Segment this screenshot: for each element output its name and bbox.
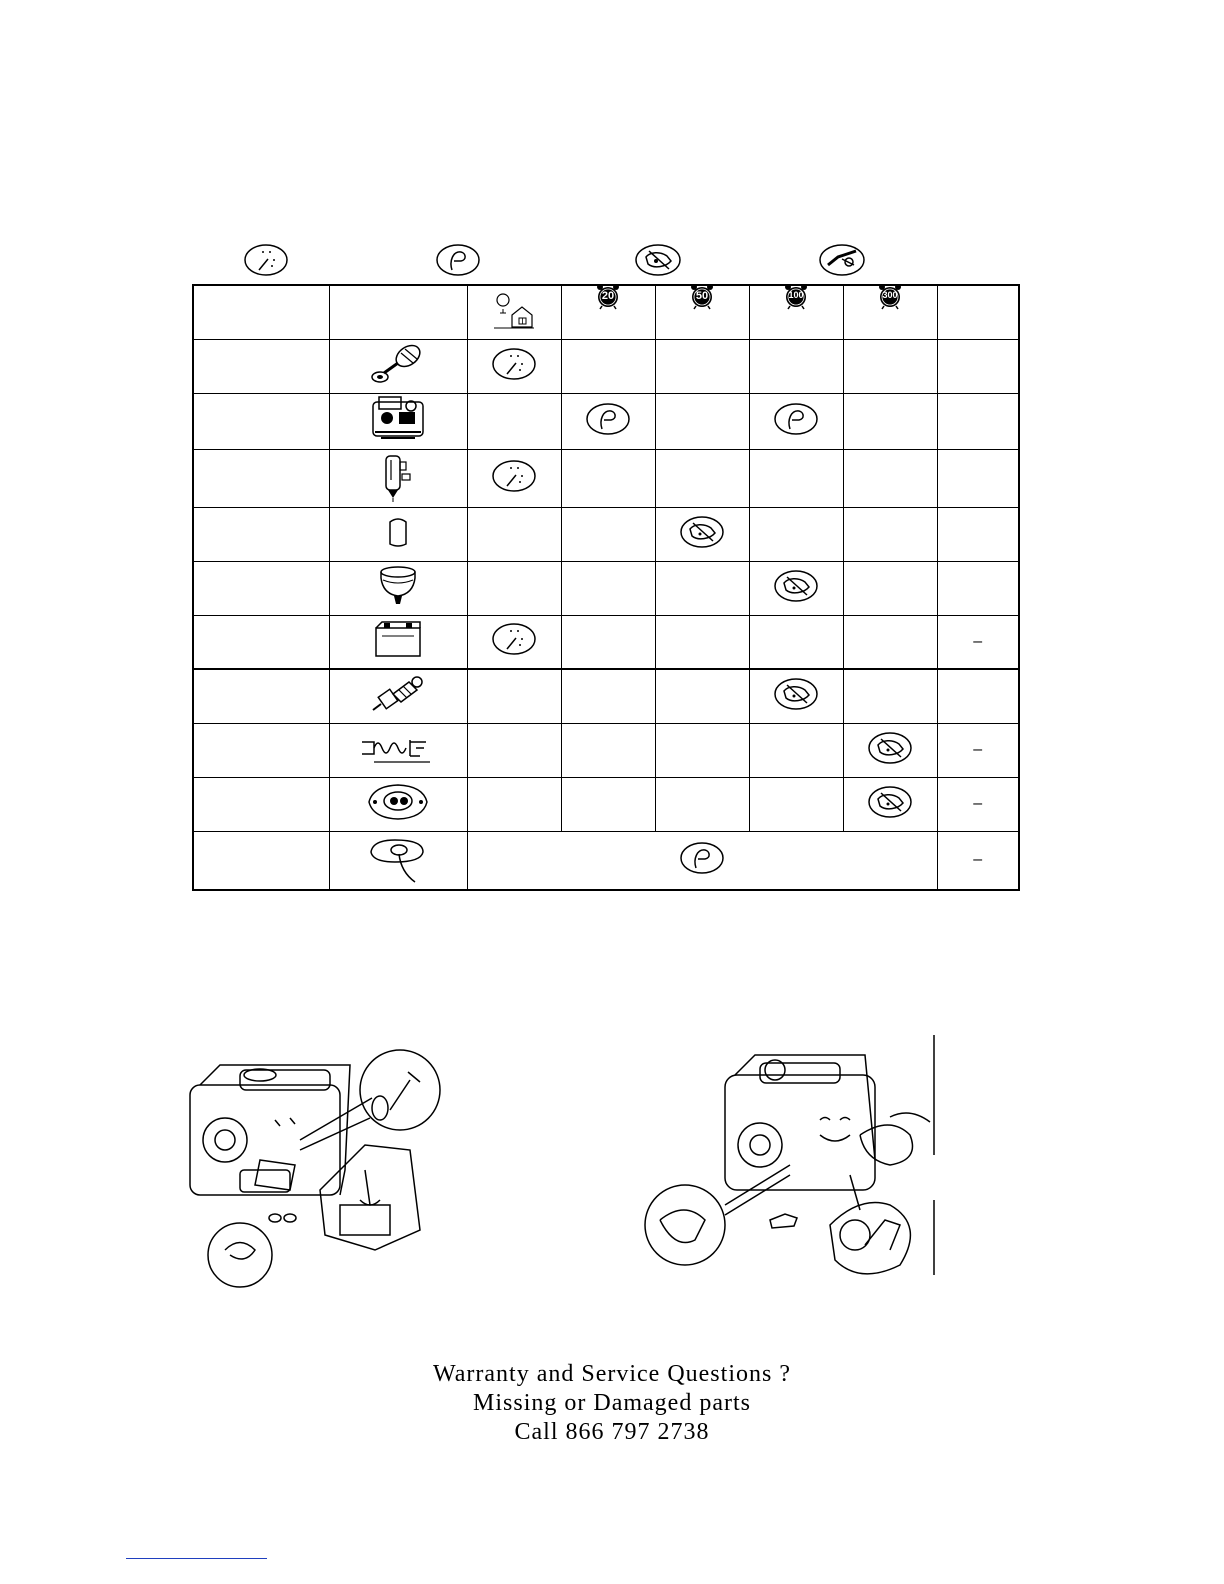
item-name-cell	[193, 831, 329, 890]
interval-cell	[655, 723, 749, 777]
interval-cell	[655, 449, 749, 507]
table-row	[193, 449, 1019, 507]
interval-span-cell	[467, 831, 937, 890]
item-picture-cell	[329, 507, 467, 561]
legend-inspect-icon	[243, 243, 289, 277]
interval-cell	[467, 507, 561, 561]
interval-cell	[843, 339, 937, 393]
table-row	[193, 507, 1019, 561]
interval-cell	[561, 561, 655, 615]
item-name-cell	[193, 449, 329, 507]
notes-cell	[937, 449, 1019, 507]
interval-cell	[467, 615, 561, 669]
interval-cell	[749, 777, 843, 831]
interval-cell	[655, 339, 749, 393]
interval-cell	[655, 507, 749, 561]
notes-cell	[937, 339, 1019, 393]
interval-hours-label: 20	[601, 289, 615, 302]
battery-connection-illustration	[640, 1035, 940, 1285]
interval-cell	[655, 561, 749, 615]
interval-cell	[655, 669, 749, 723]
alarm-clock-50-icon	[688, 282, 716, 315]
interval-cell	[467, 723, 561, 777]
interval-cell	[467, 393, 561, 449]
interval-cell	[655, 615, 749, 669]
item-picture-cell	[329, 393, 467, 449]
interval-cell	[843, 507, 937, 561]
interval-cell	[561, 777, 655, 831]
interval-hours-label: 100	[788, 289, 804, 300]
not-applicable-dash: –	[973, 632, 983, 650]
interval-cell	[843, 669, 937, 723]
interval-hours-label: 50	[695, 289, 709, 302]
legend-adjust-icon	[818, 243, 866, 277]
table-row	[193, 723, 1019, 777]
interval-cell	[561, 449, 655, 507]
item-name-cell	[193, 561, 329, 615]
interval-cell	[749, 393, 843, 449]
alarm-clock-300-icon	[876, 282, 904, 315]
item-name-cell	[193, 393, 329, 449]
interval-cell	[655, 777, 749, 831]
table-row	[193, 561, 1019, 615]
item-picture-cell	[329, 615, 467, 669]
interval-cell	[561, 669, 655, 723]
notes-cell	[937, 777, 1019, 831]
clean-symbol-icon	[773, 677, 819, 716]
not-applicable-dash: –	[973, 795, 983, 812]
item-picture-cell	[329, 831, 467, 890]
interval-cell	[843, 393, 937, 449]
interval-cell	[843, 561, 937, 615]
interval-header-cell	[749, 285, 843, 339]
alarm-clock-20-icon	[594, 282, 622, 315]
table-row	[193, 669, 1019, 723]
notes-cell	[937, 507, 1019, 561]
service-contact-block	[0, 1360, 1224, 1447]
interval-cell	[467, 449, 561, 507]
interval-header-cell	[561, 285, 655, 339]
combustion-chamber-icon	[363, 780, 433, 829]
not-applicable-dash: –	[973, 851, 983, 868]
replace-symbol-icon	[679, 841, 725, 880]
interval-cell	[843, 777, 937, 831]
interval-cell	[467, 339, 561, 393]
engine-oil-change-icon	[367, 394, 429, 449]
table-row	[193, 393, 1019, 449]
interval-cell	[843, 615, 937, 669]
item-name-header-cell	[193, 285, 329, 339]
maintenance-schedule-table	[192, 284, 1020, 891]
interval-cell	[749, 339, 843, 393]
legend-clean-icon	[634, 243, 682, 277]
inspect-symbol-icon	[491, 459, 537, 498]
warranty-question-line: Warranty and Service Questions ?	[433, 1361, 791, 1387]
alarm-clock-100-icon	[782, 282, 810, 315]
clean-symbol-icon	[773, 569, 819, 608]
sediment-cup-icon	[377, 564, 419, 613]
notes-cell	[937, 561, 1019, 615]
item-picture-cell	[329, 669, 467, 723]
table-header-row	[193, 285, 1019, 339]
clean-symbol-icon	[867, 785, 913, 824]
item-name-cell	[193, 339, 329, 393]
interval-header-cell	[655, 285, 749, 339]
item-name-cell	[193, 723, 329, 777]
item-name-cell	[193, 777, 329, 831]
not-applicable-dash: –	[973, 741, 983, 758]
interval-cell	[749, 561, 843, 615]
spark-arrester-icon	[360, 730, 436, 771]
notes-header-cell	[937, 285, 1019, 339]
replace-symbol-icon	[585, 402, 631, 441]
item-name-cell	[193, 507, 329, 561]
interval-cell	[655, 393, 749, 449]
oil-drain-illustration	[180, 1040, 450, 1295]
missing-parts-line: Missing or Damaged parts	[473, 1390, 751, 1416]
notes-cell	[937, 669, 1019, 723]
table-row	[193, 831, 1019, 890]
table-row	[193, 777, 1019, 831]
item-picture-cell	[329, 449, 467, 507]
interval-header-cell	[843, 285, 937, 339]
notes-cell	[937, 723, 1019, 777]
legend-replace-icon	[435, 243, 481, 277]
inspect-symbol-icon	[491, 622, 537, 661]
each-use-house-icon	[492, 289, 536, 336]
interval-cell	[467, 777, 561, 831]
inspect-symbol-icon	[491, 347, 537, 386]
phone-line: Call 866 797 2738	[514, 1419, 710, 1445]
interval-cell	[749, 449, 843, 507]
item-picture-cell	[329, 777, 467, 831]
replace-symbol-icon	[773, 402, 819, 441]
item-picture-cell	[329, 723, 467, 777]
clean-symbol-icon	[867, 731, 913, 770]
notes-cell	[937, 615, 1019, 669]
interval-cell	[749, 615, 843, 669]
interval-hours-label: 300	[882, 289, 898, 300]
interval-cell	[749, 507, 843, 561]
clean-symbol-icon	[679, 515, 725, 554]
interval-cell	[467, 561, 561, 615]
air-filter-element-icon	[386, 516, 410, 553]
item-picture-cell	[329, 561, 467, 615]
table-row	[193, 615, 1019, 669]
oil-dipstick-icon	[368, 341, 428, 392]
item-picture-header-cell	[329, 285, 467, 339]
interval-cell	[749, 669, 843, 723]
item-name-cell	[193, 669, 329, 723]
item-name-cell	[193, 615, 329, 669]
table-row	[193, 339, 1019, 393]
interval-cell	[467, 669, 561, 723]
fuel-line-icon	[365, 832, 431, 889]
interval-cell	[843, 449, 937, 507]
interval-cell	[561, 393, 655, 449]
interval-cell	[749, 723, 843, 777]
fuel-valve-icon	[378, 450, 418, 507]
interval-cell	[561, 723, 655, 777]
interval-header-cell	[467, 285, 561, 339]
interval-cell	[561, 615, 655, 669]
link-underline	[126, 1558, 267, 1559]
spark-plug-icon	[369, 672, 427, 721]
interval-cell	[561, 507, 655, 561]
battery-icon	[372, 618, 424, 665]
interval-cell	[561, 339, 655, 393]
notes-cell	[937, 831, 1019, 890]
item-picture-cell	[329, 339, 467, 393]
interval-cell	[843, 723, 937, 777]
notes-cell	[937, 393, 1019, 449]
